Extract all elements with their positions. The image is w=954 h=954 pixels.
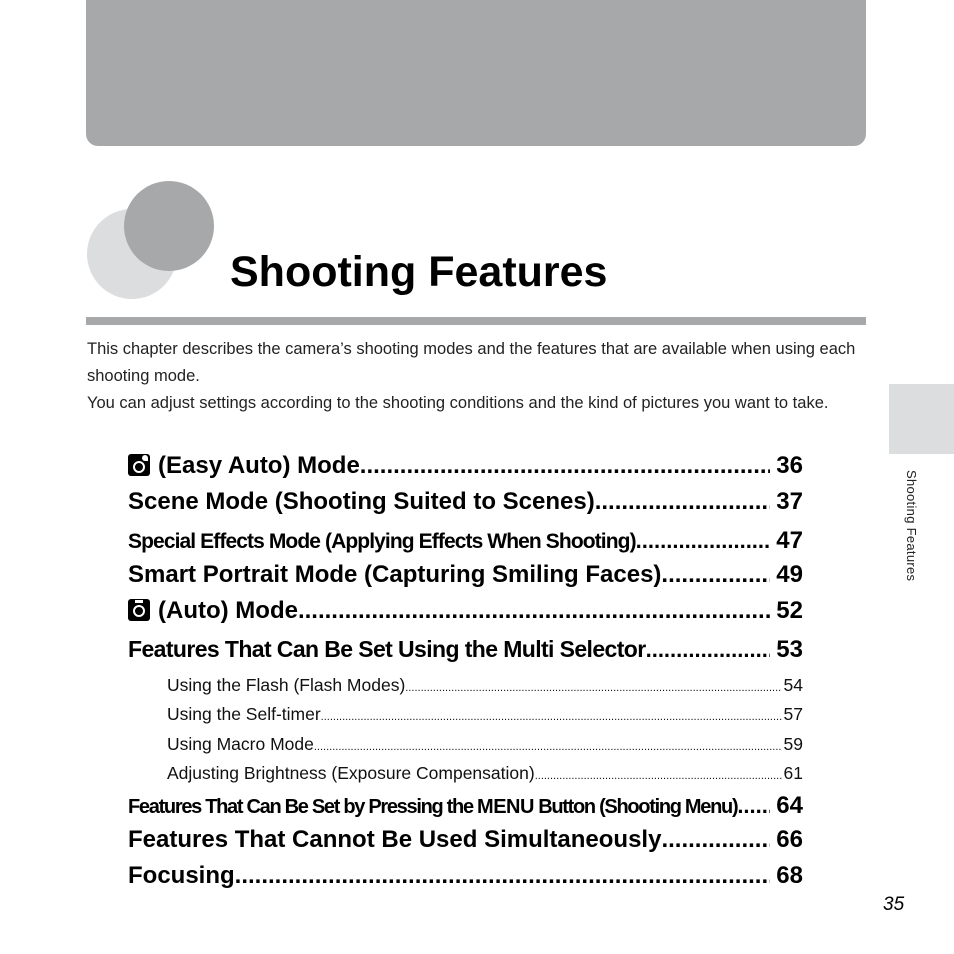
dot-leader (314, 741, 782, 753)
toc-entry-smart-portrait-mode[interactable] (128, 561, 803, 589)
dot-leader (661, 561, 770, 589)
toc-page-number: 49 (776, 561, 803, 588)
toc-page-number: 61 (783, 763, 803, 783)
toc-label: Smart Portrait Mode (Capturing Smiling Faces) (128, 561, 662, 588)
toc-page-number: 66 (776, 826, 803, 853)
toc-label: Special Effects Mode (Applying Effects When Shooting) (128, 530, 636, 553)
chapter-title: Shooting Features (230, 248, 608, 296)
toc-page-number: 53 (776, 636, 803, 663)
toc-page-number: 59 (783, 734, 803, 754)
dot-leader (321, 711, 782, 723)
dot-leader (360, 452, 771, 480)
toc-entry-focusing[interactable] (128, 862, 803, 890)
menu-button-label: MENU (477, 796, 534, 818)
toc-page-number: 54 (783, 675, 803, 695)
dot-leader (646, 637, 771, 663)
toc-label: Features That Can Be Set Using the Multi Selector (128, 636, 646, 662)
toc-entry-multi-selector-features[interactable] (128, 636, 803, 664)
toc-page-number: 64 (776, 792, 803, 819)
camera-auto-icon (128, 599, 150, 621)
toc-label: Using the Flash (Flash Modes) (167, 675, 406, 695)
intro-text (87, 336, 872, 417)
chapter-side-label: Shooting Features (904, 470, 919, 582)
toc-entry-scene-mode[interactable] (128, 488, 803, 516)
toc-label: Button (Shooting Menu) (538, 796, 738, 818)
toc-page-number: 57 (783, 704, 803, 724)
toc-label: Features That Can Be Set by Pressing the (128, 796, 473, 818)
toc-label: Features That Cannot Be Used Simultaneously (128, 826, 662, 853)
toc-entry-flash-modes[interactable] (167, 675, 803, 696)
toc-label: Adjusting Brightness (Exposure Compensation) (167, 763, 535, 783)
toc-page-number: 52 (776, 597, 803, 624)
chapter-side-tab (889, 384, 954, 454)
toc-label: Using Macro Mode (167, 734, 314, 754)
dot-leader (405, 682, 781, 694)
dot-leader (535, 770, 782, 782)
toc-entry-shooting-menu[interactable] (128, 792, 803, 820)
toc-label: Scene Mode (Shooting Suited to Scenes) (128, 488, 595, 515)
toc-entry-special-effects-mode[interactable] (128, 527, 803, 555)
decorative-circle-dark (124, 181, 214, 271)
toc-label: (Auto) Mode (158, 597, 298, 624)
dot-leader (636, 528, 771, 554)
intro-paragraph: You can adjust settings according to the shooting conditions and the kind of pictures you want to take. (87, 394, 829, 412)
toc-label: Using the Self-timer (167, 704, 321, 724)
toc-page-number: 36 (776, 452, 803, 479)
dot-leader (661, 826, 770, 854)
dot-leader (737, 793, 770, 819)
title-rule (86, 317, 866, 325)
toc-entry-self-timer[interactable] (167, 704, 803, 725)
toc-entry-easy-auto-mode[interactable] (128, 452, 803, 480)
toc-entry-cannot-be-used-simultaneously[interactable] (128, 826, 803, 854)
dot-leader (595, 488, 771, 516)
intro-paragraph: This chapter describes the camera’s shooting modes and the features that are available when using each shooting mode. (87, 340, 856, 385)
toc-page-number: 47 (776, 527, 803, 554)
toc-entry-auto-mode[interactable] (128, 597, 803, 625)
page-number: 35 (883, 894, 905, 915)
dot-leader (235, 862, 771, 890)
toc-page-number: 68 (776, 862, 803, 889)
dot-leader (298, 597, 770, 625)
toc-page-number: 37 (776, 488, 803, 515)
toc-label: Focusing (128, 862, 235, 889)
toc-label: (Easy Auto) Mode (158, 452, 360, 479)
toc-entry-exposure-compensation[interactable] (167, 763, 803, 784)
toc-entry-macro-mode[interactable] (167, 734, 803, 755)
header-band (86, 0, 866, 146)
easy-auto-icon (128, 454, 150, 476)
